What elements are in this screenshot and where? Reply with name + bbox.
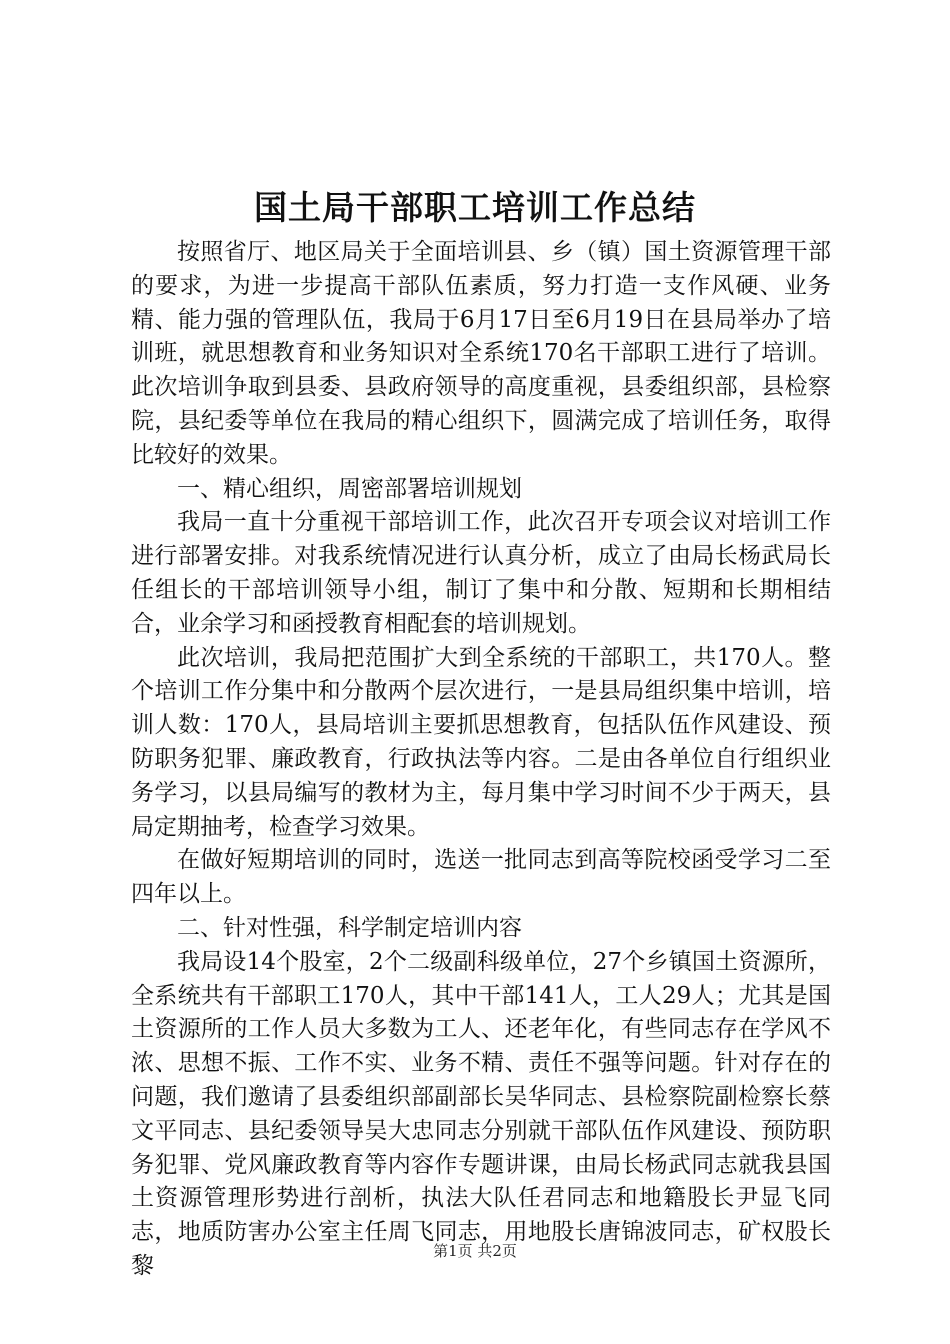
paragraph-section2-a: 我局设14个股室，2个二级副科级单位，27个乡镇国土资源所，全系统共有干部职工170人，其中干部141人，工人29人；尤其是国土资源所的工作人员大多数为工人、还老年化，有些同志存在学风不浓、思想不振、工作不实、业务不精、责任不强等问题。针对存在的问题，我们邀请了县委组织部副部长吴华同志、县检察院副检察长蔡文平同志、县纪委领导吴大忠同志分别就干部队伍作风建设、预防职务犯罪、党风廉政教育等内容作专题讲课，由局长杨武同志就我县国土资源管理形势进行剖析，执法大队任君同志和地籍股长尹显飞同志，地质防害办公室主任周飞同志，用地股长唐锦波同志，矿权股长黎 — [131, 948, 831, 1279]
document-body — [131, 236, 831, 1284]
paragraph-section1-c: 在做好短期培训的同时，选送一批同志到高等院校函受学习二至四年以上。 — [131, 847, 831, 908]
section-heading-2: 二、针对性强，科学制定培训内容 — [177, 914, 522, 941]
page-footer: 第1页 共2页 — [433, 1242, 517, 1260]
section-heading-1: 一、精心组织，周密部署培训规划 — [177, 475, 522, 502]
paragraph-section1-b: 此次培训，我局把范围扩大到全系统的干部职工，共170人。整个培训工作分集中和分散两个层次进行，一是县局组织集中培训，培训人数：170人，县局培训主要抓思想教育，包括队伍作风建设、预防职务犯罪、廉政教育，行政执法等内容。二是由各单位自行组织业务学习，以县局编写的教材为主，每月集中学习时间不少于两天，县局定期抽考，检查学习效果。 — [131, 644, 831, 840]
document-title: 国土局干部职工培训工作总结 — [254, 188, 696, 227]
paragraph-intro: 按照省厅、地区局关于全面培训县、乡（镇）国土资源管理干部的要求，为进一步提高干部队伍素质，努力打造一支作风硬、业务精、能力强的管理队伍，我局于6月17日至6月19日在县局举办了培训班，就思想教育和业务知识对全系统170名干部职工进行了培训。此次培训争取到县委、县政府领导的高度重视，县委组织部，县检察院，县纪委等单位在我局的精心组织下，圆满完成了培训任务，取得比较好的效果。 — [131, 239, 831, 468]
paragraph-section1-a: 我局一直十分重视干部培训工作，此次召开专项会议对培训工作进行部署安排。对我系统情况进行认真分析，成立了由局长杨武局长任组长的干部培训领导小组，制订了集中和分散、短期和长期相结合，业余学习和函授教育相配套的培训规划。 — [131, 509, 831, 637]
